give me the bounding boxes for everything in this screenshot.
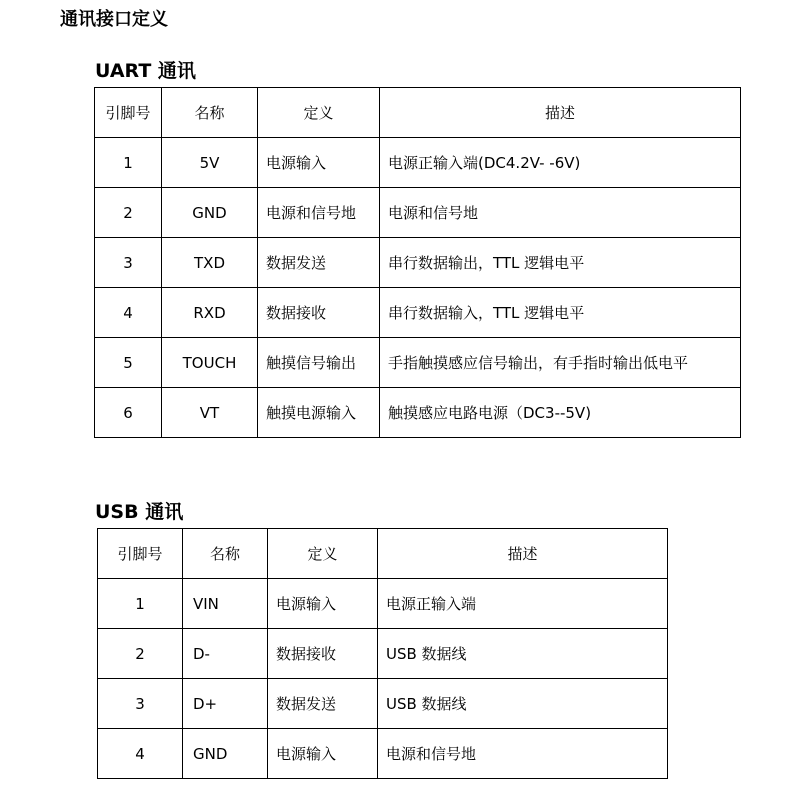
pin-description: USB 数据线 — [378, 629, 668, 679]
table-row — [98, 579, 668, 629]
table-row — [98, 729, 668, 779]
pin-number: 2 — [95, 188, 162, 238]
pin-description: 手指触摸感应信号输出，有手指时输出低电平 — [380, 338, 741, 388]
pin-name: VT — [162, 388, 258, 438]
header-pin: 引脚号 — [98, 529, 183, 579]
table-row — [95, 388, 741, 438]
table-row — [95, 188, 741, 238]
uart-pin-table — [94, 87, 741, 438]
pin-name: D+ — [183, 679, 268, 729]
pin-number: 4 — [95, 288, 162, 338]
pin-number: 2 — [98, 629, 183, 679]
pin-description: 电源和信号地 — [380, 188, 741, 238]
pin-description: 电源正输入端 — [378, 579, 668, 629]
pin-number: 5 — [95, 338, 162, 388]
pin-number: 3 — [95, 238, 162, 288]
pin-description: 电源正输入端(DC4.2V- -6V) — [380, 138, 741, 188]
header-definition: 定义 — [258, 88, 380, 138]
pin-description: 触摸感应电路电源（DC3--5V) — [380, 388, 741, 438]
pin-number: 1 — [98, 579, 183, 629]
pin-number: 1 — [95, 138, 162, 188]
pin-description: 串行数据输出，TTL 逻辑电平 — [380, 238, 741, 288]
header-description: 描述 — [380, 88, 741, 138]
usb-pin-table — [97, 528, 668, 779]
pin-definition: 电源输入 — [258, 138, 380, 188]
page-title: 通讯接口定义 — [60, 9, 168, 30]
pin-name: D- — [183, 629, 268, 679]
header-definition: 定义 — [268, 529, 378, 579]
header-pin: 引脚号 — [95, 88, 162, 138]
header-name: 名称 — [162, 88, 258, 138]
pin-name: RXD — [162, 288, 258, 338]
pin-name: GND — [183, 729, 268, 779]
header-name: 名称 — [183, 529, 268, 579]
table-row — [95, 288, 741, 338]
pin-definition: 数据接收 — [258, 288, 380, 338]
pin-name: TOUCH — [162, 338, 258, 388]
pin-number: 6 — [95, 388, 162, 438]
pin-name: GND — [162, 188, 258, 238]
pin-definition: 电源和信号地 — [258, 188, 380, 238]
pin-definition: 数据接收 — [268, 629, 378, 679]
pin-definition: 数据发送 — [258, 238, 380, 288]
table-row — [95, 238, 741, 288]
pin-definition: 数据发送 — [268, 679, 378, 729]
pin-name: TXD — [162, 238, 258, 288]
pin-description: 串行数据输入，TTL 逻辑电平 — [380, 288, 741, 338]
table-row — [95, 138, 741, 188]
pin-name: VIN — [183, 579, 268, 629]
usb-section-title: USB 通讯 — [95, 501, 184, 523]
pin-description: 电源和信号地 — [378, 729, 668, 779]
pin-name: 5V — [162, 138, 258, 188]
pin-number: 3 — [98, 679, 183, 729]
pin-number: 4 — [98, 729, 183, 779]
table-header-row — [98, 529, 668, 579]
pin-definition: 电源输入 — [268, 729, 378, 779]
pin-description: USB 数据线 — [378, 679, 668, 729]
table-row — [98, 679, 668, 729]
table-row — [95, 338, 741, 388]
table-header-row — [95, 88, 741, 138]
pin-definition: 触摸信号输出 — [258, 338, 380, 388]
table-row — [98, 629, 668, 679]
pin-definition: 触摸电源输入 — [258, 388, 380, 438]
pin-definition: 电源输入 — [268, 579, 378, 629]
uart-section-title: UART 通讯 — [95, 60, 196, 82]
header-description: 描述 — [378, 529, 668, 579]
